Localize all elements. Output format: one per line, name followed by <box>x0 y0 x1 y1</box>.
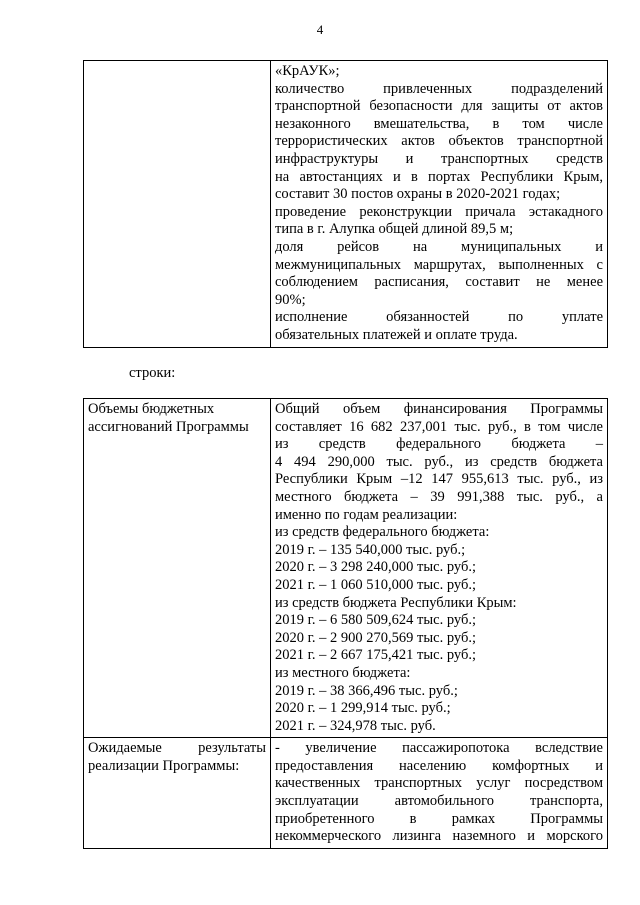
text-line: Общий объем финансирования Программы <box>275 401 603 417</box>
text-line: доля рейсов на муниципальных и <box>275 238 603 255</box>
text-line: 90%; <box>275 291 306 308</box>
table-cell-budget-label <box>84 399 271 738</box>
text-line: качественных транспортных услуг посредством <box>275 775 603 792</box>
text-line: незаконного вмешательства, в том числе <box>275 115 603 132</box>
section-label: строки: <box>129 365 176 381</box>
text-line: исполнение обязанностей по уплате <box>275 309 603 326</box>
text-line: типа в г. Алупка общей длиной 89,5 м; <box>275 221 514 238</box>
text-line: из средств федерального бюджета – <box>275 436 603 453</box>
table-cell-results-label <box>84 738 271 849</box>
text-line: Ожидаемые результаты <box>88 740 266 757</box>
text-line: соблюдением расписания, составит не менее <box>275 274 603 291</box>
text-line: 2020 г. – 2 900 270,569 тыс. руб.; <box>275 629 476 646</box>
text-line: некоммерческого лизинга наземного и морского <box>275 828 603 845</box>
text-line: 2021 г. – 324,978 тыс. руб. <box>275 717 436 734</box>
table-cell-budget-value <box>271 399 608 738</box>
text-line: проведение реконструкции причала эстакадного <box>275 203 603 220</box>
text-line: предоставления населению комфортных и <box>275 757 603 774</box>
text-line: 2021 г. – 2 667 175,421 тыс. руб.; <box>275 647 476 664</box>
table-row <box>84 61 608 348</box>
text-line: 2020 г. – 3 298 240,000 тыс. руб.; <box>275 559 476 576</box>
text-line: обязательных платежей и оплате труда. <box>275 326 518 343</box>
text-line: количество привлеченных подразделений <box>275 80 603 97</box>
text-line: составит 30 постов охраны в 2020-2021 годах; <box>275 186 561 203</box>
text-line: Объемы бюджетных <box>88 401 215 417</box>
text-line: из средств федерального бюджета: <box>275 524 490 541</box>
text-line: 2020 г. – 1 299,914 тыс. руб.; <box>275 700 451 717</box>
table-cell-results-value <box>271 738 608 849</box>
text-line: из местного бюджета: <box>275 664 411 681</box>
text-line: приобретенного в рамках Программы <box>275 810 603 827</box>
continuation-table <box>83 60 608 348</box>
table-row-results <box>84 738 608 849</box>
text-line: эксплуатации автомобильного транспорта, <box>275 793 603 810</box>
text-line: 2021 г. – 1 060 510,000 тыс. руб.; <box>275 576 476 593</box>
table-cell-left-empty <box>84 61 271 348</box>
text-line: террористических актов объектов транспортной <box>275 133 603 150</box>
page-number: 4 <box>316 22 324 37</box>
text-line: 2019 г. – 6 580 509,624 тыс. руб.; <box>275 612 476 629</box>
table-row-budget <box>84 399 608 738</box>
program-passport-table <box>83 398 608 849</box>
text-line: транспортной безопасности для защиты от актов <box>275 98 603 115</box>
text-line: - увеличение пассажиропотока вследствие <box>275 740 603 757</box>
text-line: именно по годам реализации: <box>275 506 458 523</box>
table-cell-right <box>271 61 608 348</box>
text-line: из средств бюджета Республики Крым: <box>275 594 517 611</box>
text-line: реализации Программы: <box>88 757 240 774</box>
text-line: 2019 г. – 135 540,000 тыс. руб.; <box>275 541 466 558</box>
text-line: местного бюджета – 39 991,388 тыс. руб., а <box>275 488 603 505</box>
text-line: «КрАУК»; <box>275 63 340 79</box>
text-line: Республики Крым –12 147 955,613 тыс. руб., из <box>275 471 603 488</box>
text-line: межмуниципальных маршрутах, выполненных с <box>275 256 603 273</box>
text-line: 4 494 290,000 тыс. руб., из средств бюджета <box>275 453 603 470</box>
text-line: на автостанциях и в портах Республики Крым, <box>275 168 603 185</box>
text-line: ассигнований Программы <box>88 418 249 435</box>
text-line: инфраструктуры и транспортных средств <box>275 150 603 167</box>
text-line: составляет 16 682 237,001 тыс. руб., в том числе <box>275 418 603 435</box>
text-line: 2019 г. – 38 366,496 тыс. руб.; <box>275 682 458 699</box>
